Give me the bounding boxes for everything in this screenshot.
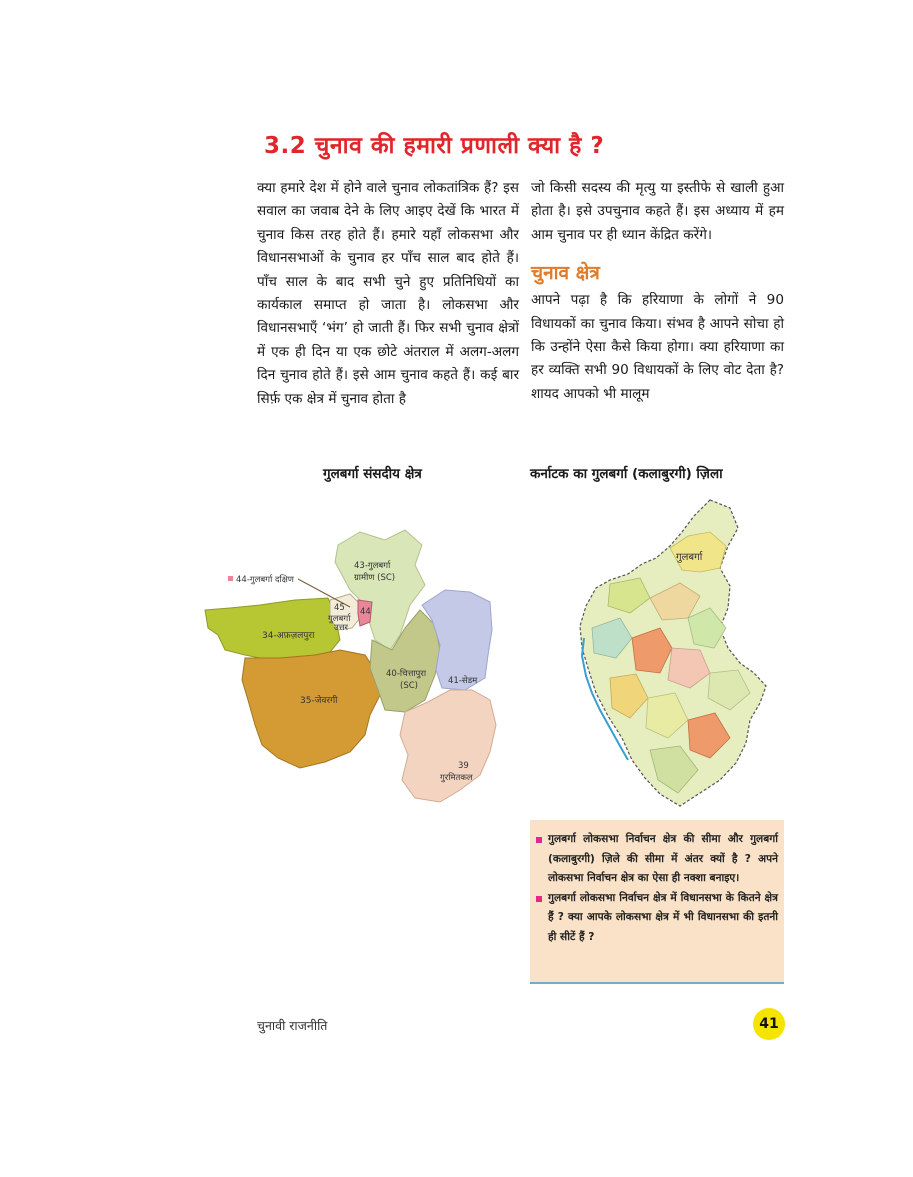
label-gurmitkal-2: गुरमितकल <box>440 773 473 783</box>
paragraph-by-election: जो किसी सदस्य की मृत्यु या इस्तीफे से खाली हुआ होता है। इसे उपचुनाव कहते हैं। इस अध्याय में हम आम चुनाव पर ही ध्यान केंद्रित करेंगे। <box>531 180 784 243</box>
gulbarga-constituency-map <box>200 490 510 810</box>
question-item: गुलबर्गा लोकसभा निर्वाचन क्षेत्र की सीमा और गुलबर्गा (कलाबुरगी) ज़िले की सीमा में अंतर क्यों है ? अपने लोकसभा निर्वाचन क्षेत्र का ऐसा ही नक्शा बनाइए। <box>536 830 778 889</box>
section-title: 3.2 चुनाव की हमारी प्रणाली क्या है ? <box>264 133 605 159</box>
label-sedam: 41-सेडम <box>448 676 478 686</box>
label-gulbarga-north-2: उत्तर <box>334 623 349 633</box>
footer-chapter-title: चुनावी राजनीति <box>257 1018 328 1033</box>
paragraph-general-elections: क्या हमारे देश में होने वाले चुनाव लोकतांत्रिक हैं? इस सवाल का जवाब देने के लिए आइए देखें कि भारत में चुनाव किस तरह होते हैं। हमारे यहाँ लोकसभा और विधानसभाओं के चुनाव हर पाँच साल बाद होते हैं। पाँच साल के बाद सभी चुने हुए प्रतिनिधियों का कार्यकाल समाप्त हो जाता है। लोकसभा और विधानसभाएँ ‘भंग’ हो जाती हैं। फिर सभी चुनाव क्षेत्रों में एक ही दिन या एक छोटे अंतराल में अलग-अलग दिन चुनाव होते हैं। इसे आम चुनाव कहते हैं। कई बार सिर्फ़ एक क्षेत्र में चुनाव होता है <box>257 180 519 407</box>
label-gulbarga-rural-2: ग्रामीण (SC) <box>354 573 396 583</box>
label-gulbarga-north-1: गुलबर्गा <box>328 614 351 624</box>
label-gulbarga-rural-1: 43-गुलबर्गा <box>354 561 391 571</box>
region-jewargi <box>242 650 380 768</box>
paragraph-haryana: आपने पढ़ा है कि हरियाणा के लोगों ने 90 विधायकों का चुनाव किया। संभव है आपने सोचा हो कि उन्होंने ऐसा कैसे किया होगा। क्या हरियाणा का हर व्यक्ति सभी 90 विधायकों के लिए वोट देता है? शायद आपको भी मालूम <box>531 292 784 402</box>
left-map-caption: गुलबर्गा संसदीय क्षेत्र <box>323 466 422 482</box>
label-afzalpur: 34-अफ़ज़लपुरा <box>262 631 315 641</box>
label-45: 45 <box>334 603 345 613</box>
label-gulbarga-district: गुलबर्गा <box>676 552 703 563</box>
label-gulbarga-south: 44-गुलबर्गा दक्षिण <box>236 575 294 585</box>
label-marker <box>228 576 233 581</box>
subheading-constituencies: चुनाव क्षेत्र <box>531 262 600 285</box>
karnataka-districts-map <box>570 488 770 808</box>
right-map-caption: कर्नाटक का गुलबर्गा (कलाबुरगी) ज़िला <box>530 466 723 482</box>
bullet-icon <box>536 896 542 902</box>
question-item: गुलबर्गा लोकसभा निर्वाचन क्षेत्र में विधानसभा के कितने क्षेत्र हैं ? क्या आपके लोकसभा क्षेत्र में भी विधानसभा की इतनी ही सीटें हैं ? <box>536 889 778 948</box>
label-gurmitkal-1: 39 <box>458 761 469 771</box>
body-column-right <box>531 177 784 406</box>
label-44: 44 <box>360 607 371 617</box>
page-number-badge: 41 <box>753 1008 785 1040</box>
bullet-icon <box>536 837 542 843</box>
question-box <box>530 820 784 984</box>
label-jewargi: 35-जेवरगी <box>300 696 338 706</box>
label-chittapur-1: 40-चित्तापुरा <box>386 669 427 679</box>
body-column-left <box>257 177 519 411</box>
label-chittapur-2: (SC) <box>400 681 418 691</box>
question-list <box>530 820 784 947</box>
region-afzalpur <box>205 598 340 660</box>
